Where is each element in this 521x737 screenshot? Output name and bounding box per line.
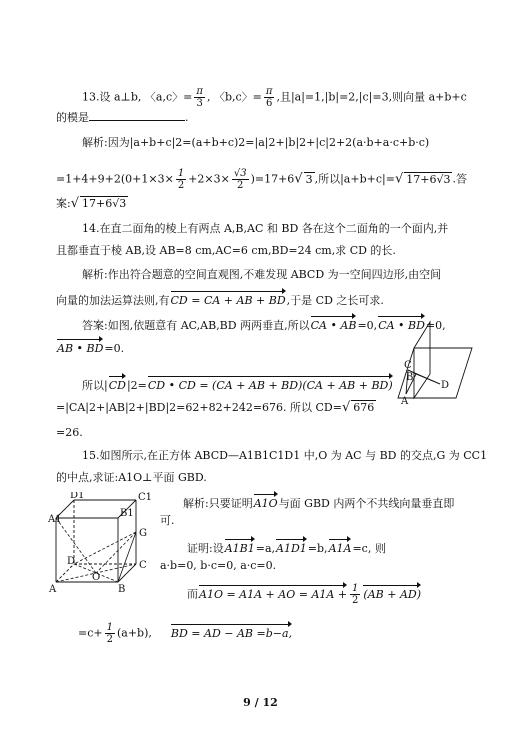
q14-line7: 所以|CD|2=CD • CD = (CA + AB + BD)(CA + AB + BD) [82,375,394,393]
label-a1: A1 [48,514,62,525]
q13-solution-2: =1+4+9+2(0+1×3× $\frac{1}{2}$ +2×3× $\frac{√3}{2}$ )=17+6√ 3 ,所以|a+b+c|=√ 17+6√3 .答 [56,168,467,191]
label-c: C [139,560,147,571]
q14-line2: 且都垂直于棱 AB,设 AB=8 cm,AC=6 cm,BD=24 cm,求 CD 的长. [56,244,396,257]
q15-line5: 证明:设A1B1=a,A1D1=b,A1A=c, 则 [187,538,386,556]
q15-line1: 15.如图所示,在正方体 ABCD—A1B1C1D1 中,O 为 AC 与 BD 的交点,G 为 CC1 [82,449,488,462]
q15-line8: =c+ $\frac{1}{2}$ (a+b), BD = AD − AB =b−a, [78,622,293,645]
q13-answer: 案:√ 17+6√3 [56,196,127,211]
radical-17-6sqrt3: 17+6√3 [406,172,451,186]
q15-line6: a·b=0, b·c=0, a·c=0. [160,559,277,572]
fraction-sqrt3-half: $\frac{√3}{2}$ [233,168,247,191]
q15-line2: 的中点,求证:A1O⊥平面 GBD. [56,471,207,484]
label-g: G [139,528,147,539]
label-a: A [401,396,409,407]
q13-line2: 的模是 . [56,111,189,124]
label-b: B [406,372,414,383]
label-d: D [67,556,76,567]
label-c: C [404,360,412,371]
q14-line9: =26. [56,426,83,439]
answer-blank [89,110,185,121]
segment-go [96,532,136,573]
label-d: D [441,380,450,391]
q14-line6: AB • BD=0. [56,338,124,356]
label-d1: D1 [70,492,85,501]
dihedral-figure [394,318,476,414]
label-a: A [49,584,57,595]
q13-line1: 13.设 a⊥b, 〈a,c〉= $\frac{\pi}{3}$ , 〈b,c〉= $\frac{\pi}{6}$ ,且|a|=1,|b|=2,|c|=3,则向量 a+b+c [82,86,467,109]
q15-line4: 可. [160,514,175,527]
q15-line7: 而A1O = A1A + AO = A1A + $\frac{1}{2}$ (AB + AD) [187,583,422,606]
label-b: B [118,584,126,595]
q14-line8: =|CA|2+|AB|2+|BD|2=62+82+242=676. 所以 CD=√ 676 [56,400,375,415]
cube-figure [48,492,160,598]
q14-line4: 向量的加法运算法则,有CD = CA + AB + BD,于是 CD 之长可求. [56,290,384,308]
fraction-half: $\frac{1}{2}$ [177,168,185,191]
plane-upper [414,322,430,398]
q14-line1: 14.在直二面角的棱上有两点 A,B,AC 和 BD 各在这个二面角的一个面内,并 [82,222,449,235]
label-c1: C1 [138,492,153,503]
q13-solution-1: 解析:因为|a+b+c|2=(a+b+c)2=|a|2+|b|2+|c|2+2(a·b+a·c+b·c) [82,136,430,149]
fraction-pi-3: $\frac{\pi}{3}$ [196,86,203,109]
q14-line3: 解析:作出符合题意的空间直观图,不难发现 ABCD 为一空间四边形,由空间 [82,268,442,281]
page-number: 9 / 12 [243,696,278,709]
q14-line5: 答案:如图,依题意有 AC,AB,BD 两两垂直,所以CA • AB=0,CA • BD=0, [82,315,446,333]
edge-bc [118,564,136,582]
label-o: O [92,572,101,583]
q15-line3: 解析:只要证明A1O与面 GBD 内两个不共线向量垂直即 [183,493,454,511]
label-b1: B1 [120,508,134,519]
segment-gd [74,532,136,564]
fraction-pi-6: $\frac{\pi}{6}$ [265,86,273,109]
